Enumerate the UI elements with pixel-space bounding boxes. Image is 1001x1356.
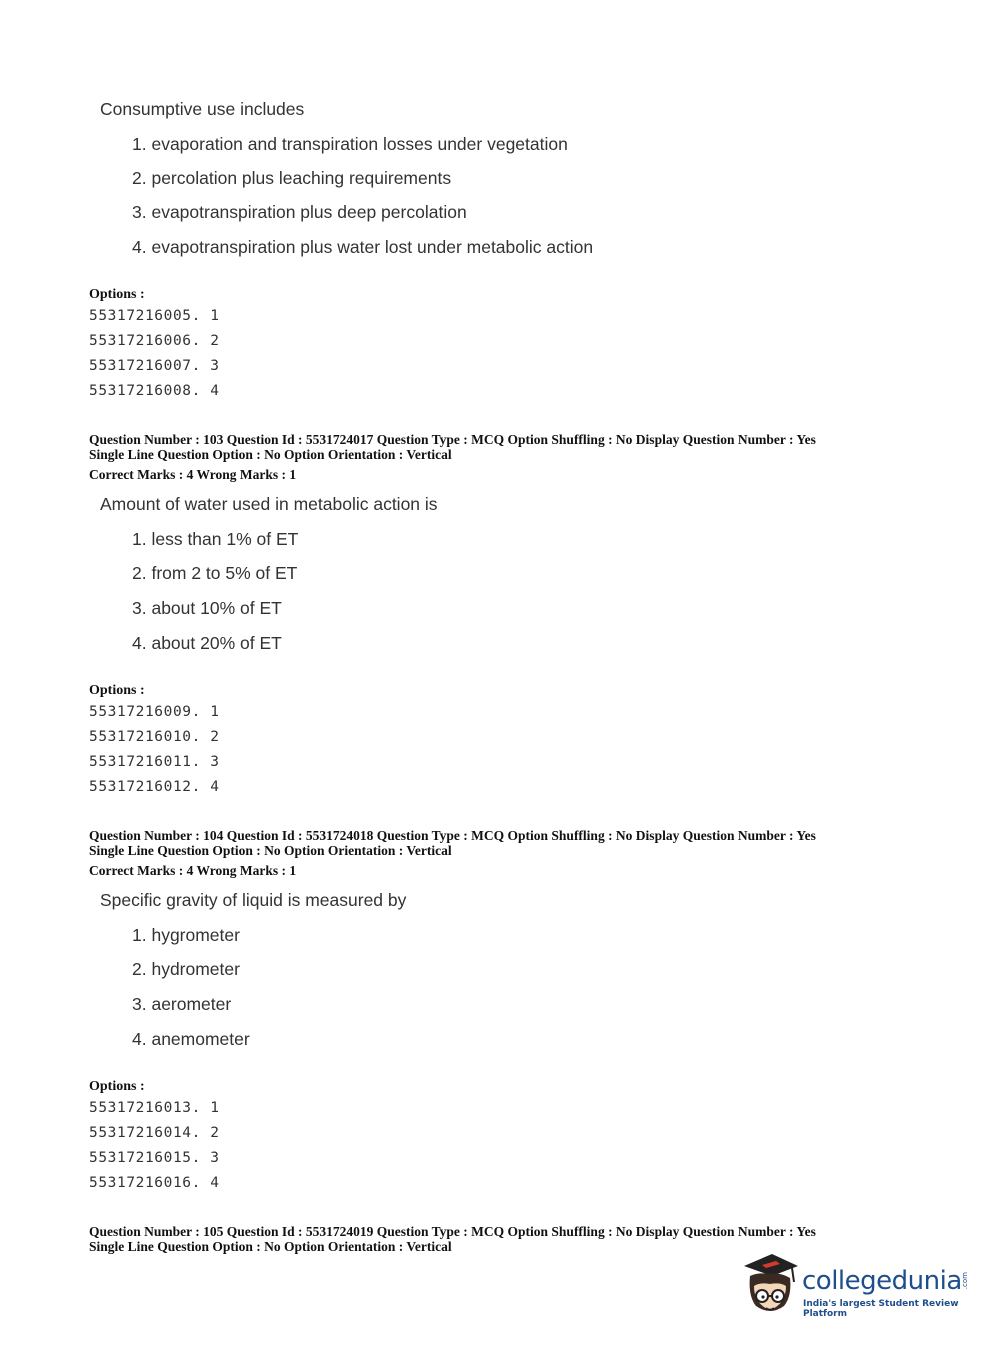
option-id: 55317216005. 1 [89, 308, 220, 324]
question-meta-line1: Question Number : 104 Question Id : 5531724018 Question Type : MCQ Option Shuffling : No Display Question Number : Yes [89, 828, 816, 843]
answer-choice: 1. less than 1% of ET [132, 529, 299, 549]
question-meta-line2: Single Line Question Option : No Option Orientation : Vertical [89, 843, 452, 858]
collegedunia-mascot-icon [740, 1252, 800, 1322]
question-text: Specific gravity of liquid is measured by [100, 890, 407, 910]
options-label: Options : [89, 287, 145, 302]
option-id: 55317216014. 2 [89, 1125, 220, 1141]
answer-choice: 2. percolation plus leaching requirements [132, 168, 452, 188]
options-label: Options : [89, 1079, 145, 1094]
option-id: 55317216015. 3 [89, 1150, 220, 1166]
question-text: Consumptive use includes [100, 99, 305, 119]
answer-choice: 3. evapotranspiration plus deep percolation [132, 202, 467, 222]
answer-choice: 4. about 20% of ET [132, 633, 282, 653]
option-id: 55317216008. 4 [89, 383, 220, 399]
options-label: Options : [89, 683, 145, 698]
option-id: 55317216007. 3 [89, 358, 220, 374]
answer-choice: 3. about 10% of ET [132, 598, 282, 618]
question-marks: Correct Marks : 4 Wrong Marks : 1 [89, 863, 297, 878]
option-id: 55317216006. 2 [89, 333, 220, 349]
collegedunia-logo[interactable] [740, 1252, 970, 1324]
answer-choice: 4. anemometer [132, 1029, 250, 1049]
logo-domain-suffix: .com [961, 1272, 969, 1290]
question-marks: Correct Marks : 4 Wrong Marks : 1 [89, 467, 297, 482]
option-id: 55317216013. 1 [89, 1100, 220, 1116]
question-meta-line1: Question Number : 103 Question Id : 5531724017 Question Type : MCQ Option Shuffling : No Display Question Number : Yes [89, 432, 816, 447]
option-id: 55317216009. 1 [89, 704, 220, 720]
question-meta-line2: Single Line Question Option : No Option Orientation : Vertical [89, 447, 452, 462]
answer-choice: 3. aerometer [132, 994, 232, 1014]
option-id: 55317216012. 4 [89, 779, 220, 795]
question-meta-line1: Question Number : 105 Question Id : 5531724019 Question Type : MCQ Option Shuffling : No Display Question Number : Yes [89, 1224, 816, 1239]
option-id: 55317216010. 2 [89, 729, 220, 745]
answer-choice: 4. evapotranspiration plus water lost under metabolic action [132, 237, 594, 257]
logo-tagline: India's largest Student Review Platform [803, 1299, 959, 1319]
answer-choice: 1. evaporation and transpiration losses under vegetation [132, 134, 568, 154]
answer-choice: 2. from 2 to 5% of ET [132, 563, 298, 583]
question-text: Amount of water used in metabolic action is [100, 494, 438, 514]
answer-choice: 2. hydrometer [132, 959, 240, 979]
logo-wordmark: collegedunia [802, 1266, 962, 1296]
option-id: 55317216011. 3 [89, 754, 220, 770]
answer-choice: 1. hygrometer [132, 925, 240, 945]
question-meta-line2: Single Line Question Option : No Option Orientation : Vertical [89, 1239, 452, 1254]
option-id: 55317216016. 4 [89, 1175, 220, 1191]
